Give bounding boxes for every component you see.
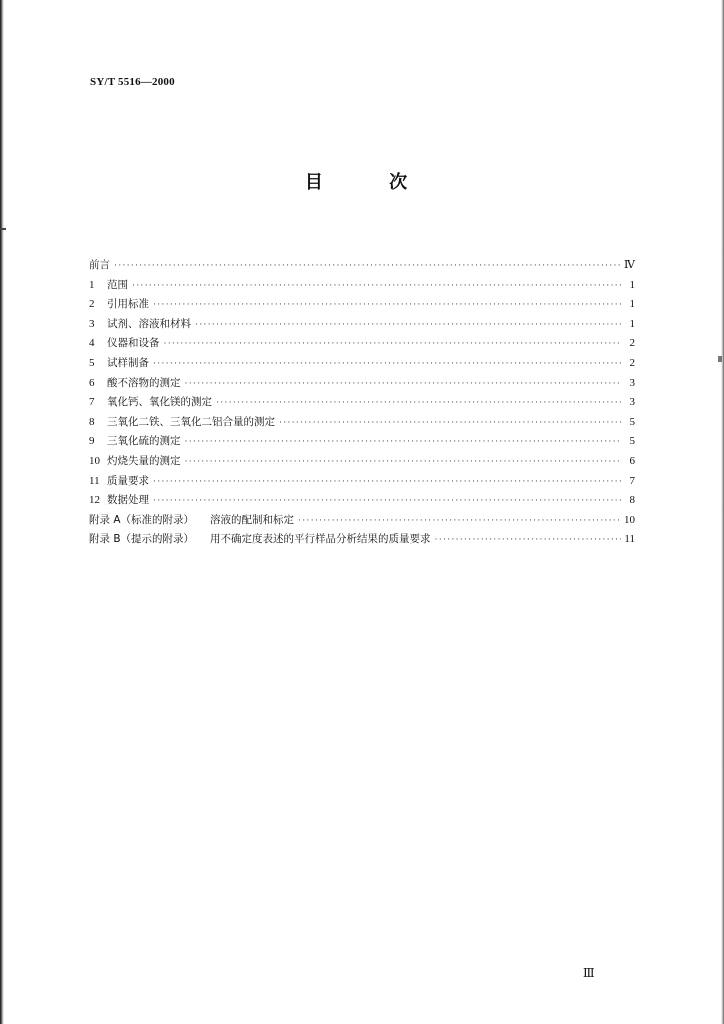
toc-leader-dots	[185, 432, 623, 452]
toc-label: 三氧化硫的测定	[107, 435, 181, 448]
toc-number: 8	[89, 415, 95, 428]
toc-entry-7[interactable]	[89, 393, 635, 413]
toc-page-number: 3	[629, 396, 635, 409]
toc-label: 引用标准	[107, 298, 149, 311]
toc-leader-dots	[153, 472, 622, 492]
toc-label: 仪器和设备	[107, 337, 160, 350]
toc-leader-dots	[153, 354, 622, 374]
toc-label: 数据处理	[107, 494, 149, 507]
toc-number: 1	[89, 278, 95, 291]
toc-leader-dots	[164, 334, 623, 354]
toc-number: 9	[89, 435, 95, 448]
toc-page-number: 5	[629, 435, 635, 448]
table-of-contents	[89, 256, 635, 550]
page-number: Ⅲ	[583, 966, 595, 980]
toc-number: 10	[89, 454, 100, 467]
toc-leader-dots	[298, 511, 621, 531]
toc-leader-dots	[279, 413, 622, 433]
toc-entry-6[interactable]	[89, 374, 635, 394]
toc-leader-dots	[114, 256, 621, 276]
toc-leader-dots	[185, 374, 623, 394]
toc-number: 4	[89, 337, 95, 350]
toc-entry-2[interactable]	[89, 295, 635, 315]
toc-entry-8[interactable]	[89, 413, 635, 433]
toc-page-number: 6	[629, 454, 635, 467]
toc-entry-5[interactable]	[89, 354, 635, 374]
toc-entry-3[interactable]	[89, 315, 635, 335]
scan-edge-left	[0, 0, 4, 1024]
toc-leader-dots	[185, 452, 623, 472]
toc-page-number: 1	[629, 278, 635, 291]
toc-entry-12[interactable]	[89, 491, 635, 511]
toc-label: 前言	[89, 259, 110, 271]
toc-number: 2	[89, 298, 95, 311]
toc-number: 5	[89, 356, 95, 369]
toc-number: 6	[89, 376, 95, 389]
toc-page-number: 5	[629, 415, 635, 428]
toc-number: 11	[89, 474, 100, 487]
toc-page-number: 1	[629, 298, 635, 311]
toc-label: 氧化钙、氧化镁的测定	[107, 396, 212, 409]
toc-entry-1[interactable]	[89, 276, 635, 296]
toc-label: 用不确定度表述的平行样品分析结果的质量要求	[210, 533, 431, 546]
appendix-prefix: 附录 A（标准的附录）	[89, 513, 195, 526]
toc-label: 溶液的配制和标定	[210, 513, 295, 526]
toc-leader-dots	[153, 295, 622, 315]
toc-entry-10[interactable]	[89, 452, 635, 472]
toc-page-number: 1	[629, 317, 635, 330]
toc-leader-dots	[216, 393, 622, 413]
toc-entry-appendix-b[interactable]	[89, 530, 635, 550]
toc-leader-dots	[435, 530, 622, 550]
toc-label: 质量要求	[107, 474, 149, 487]
toc-label: 范围	[107, 278, 128, 291]
toc-entry-appendix-a[interactable]	[89, 511, 635, 531]
standard-code: SY/T 5516—2000	[90, 76, 175, 88]
toc-page-number: Ⅳ	[624, 259, 635, 271]
toc-page-number: 10	[624, 513, 635, 526]
toc-page-number: 8	[629, 494, 635, 507]
toc-label: 试样制备	[107, 356, 149, 369]
toc-number: 3	[89, 317, 95, 330]
toc-page-number: 2	[629, 337, 635, 350]
toc-entry-4[interactable]	[89, 334, 635, 354]
toc-leader-dots	[195, 315, 622, 335]
toc-leader-dots	[153, 491, 622, 511]
toc-entry-9[interactable]	[89, 432, 635, 452]
page-title: 目 次	[304, 172, 438, 193]
toc-label: 试剂、溶液和材料	[107, 317, 191, 330]
toc-label: 灼烧失量的测定	[107, 454, 181, 467]
toc-entry-foreword[interactable]	[89, 256, 635, 276]
toc-page-number: 2	[629, 356, 635, 369]
toc-page-number: 3	[629, 376, 635, 389]
toc-entry-11[interactable]	[89, 472, 635, 492]
appendix-prefix: 附录 B（提示的附录）	[89, 533, 195, 546]
toc-label: 三氧化二铁、三氧化二铝合量的测定	[107, 415, 275, 428]
toc-number: 12	[89, 494, 100, 507]
toc-number: 7	[89, 396, 95, 409]
toc-page-number: 7	[629, 474, 635, 487]
scan-mark	[0, 228, 6, 230]
toc-page-number: 11	[624, 533, 635, 546]
toc-leader-dots	[132, 276, 622, 296]
toc-label: 酸不溶物的测定	[107, 376, 181, 389]
scan-mark	[718, 356, 722, 362]
